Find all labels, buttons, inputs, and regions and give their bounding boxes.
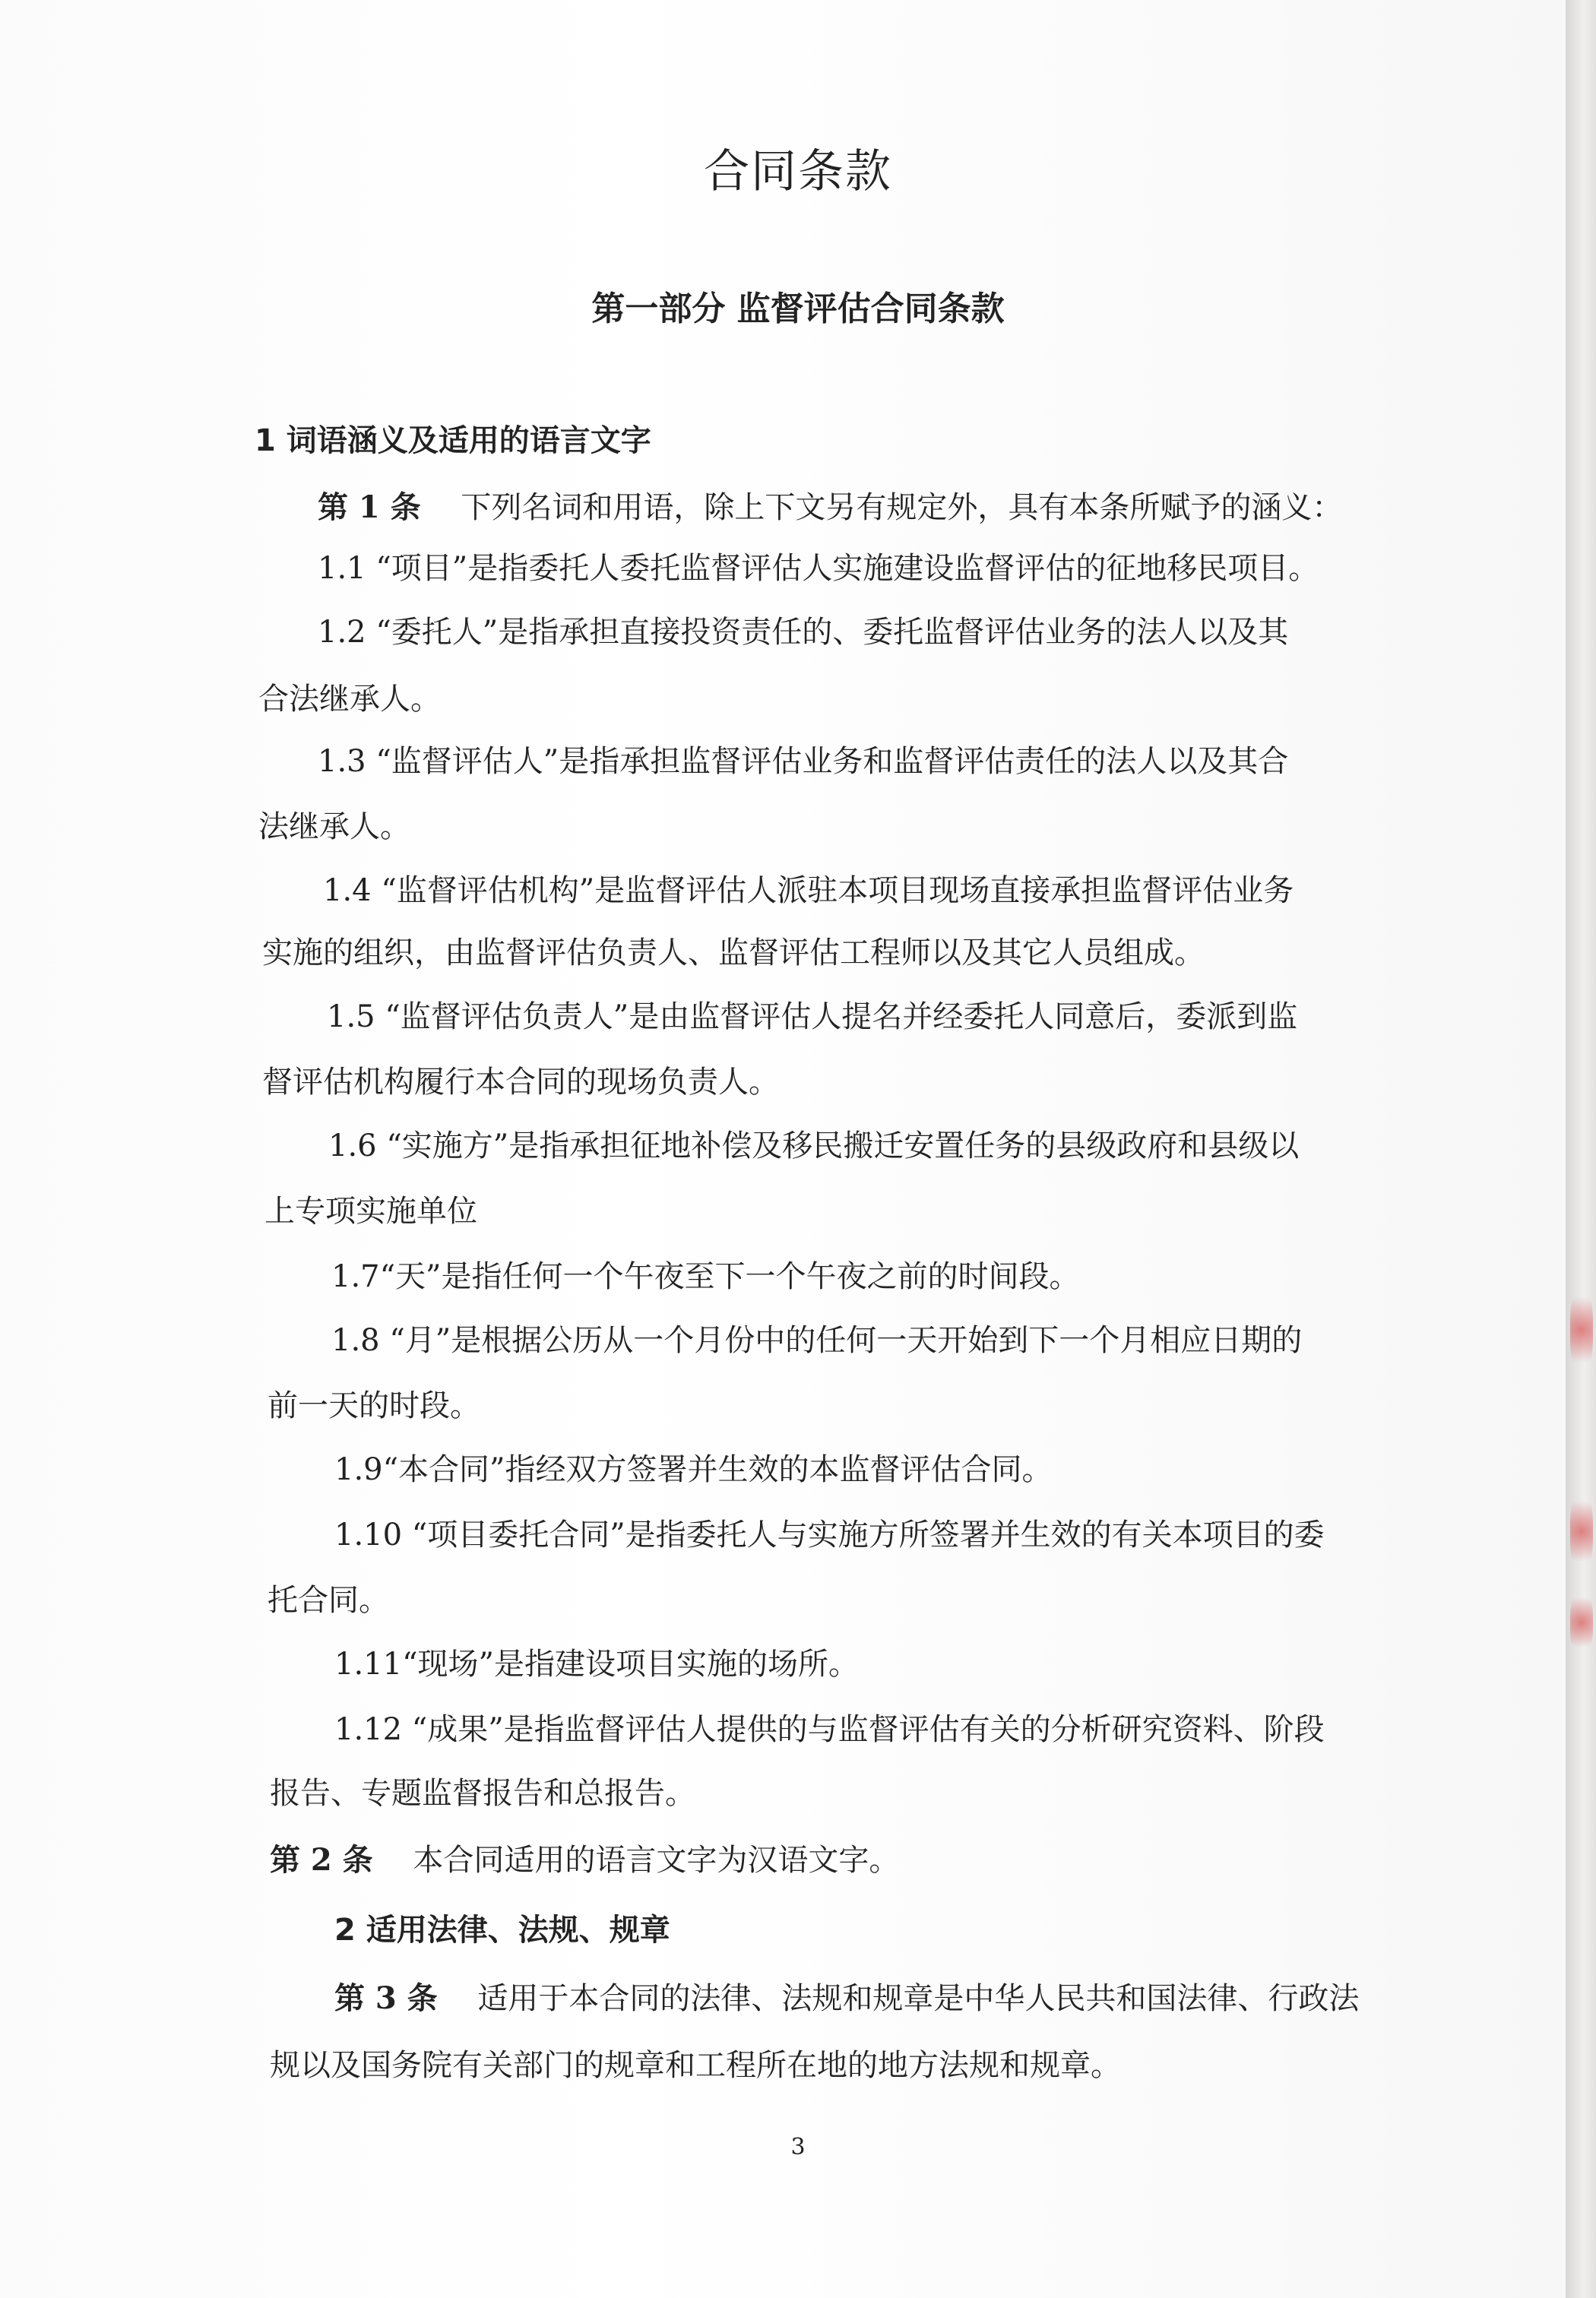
page-edge (1566, 0, 1596, 2298)
definition-line: 督评估机构履行本合同的现场负责人。 (262, 1065, 779, 1100)
section-2-heading: 2 适用法律、法规、规章 (334, 1913, 670, 1948)
definition-line: 报告、专题监督报告和总报告。 (270, 1776, 695, 1811)
article-3 (334, 1980, 1360, 2016)
page-number: 3 (790, 2134, 806, 2160)
definition-line: 实施的组织，由监督评估负责人、监督评估工程师以及其它人员组成。 (262, 935, 1205, 970)
definition-line: 托合同。 (268, 1583, 389, 1618)
red-stamp-fragment (1570, 1489, 1593, 1573)
definition-line: 前一天的时段。 (268, 1388, 480, 1423)
definition-line: 1.12 “成果”是指监督评估人提供的与监督评估有关的分析研究资料、阶段 (334, 1712, 1325, 1747)
article-2-label: 第 2 条 (270, 1842, 373, 1878)
article-1-label: 第 1 条 (318, 489, 421, 525)
red-stamp-fragment (1570, 1284, 1593, 1375)
definition-line: 1.11“现场”是指建设项目实施的场所。 (334, 1647, 859, 1682)
definition-line: 1.3 “监督评估人”是指承担监督评估业务和监督评估责任的法人以及其合 (318, 744, 1289, 779)
definition-line: 合法继承人。 (258, 682, 441, 717)
definition-line: 1.5 “监督评估负责人”是由监督评估人提名并经委托人同意后，委派到监 (327, 999, 1298, 1034)
article-3-label: 第 3 条 (334, 1980, 438, 2016)
article-3-text-1: 适用于本合同的法律、法规和规章是中华人民共和国法律、行政法 (477, 1981, 1360, 2016)
article-2 (270, 1842, 900, 1878)
definition-line: 上专项实施单位 (264, 1194, 477, 1229)
section-1-heading: 1 词语涵义及适用的语言文字 (255, 423, 651, 458)
definition-line: 1.2 “委托人”是指承担直接投资责任的、委托监督评估业务的法人以及其 (318, 615, 1289, 650)
definition-line: 1.1 “项目”是指委托人委托监督评估人实施建设监督评估的征地移民项目。 (318, 551, 1319, 586)
definition-line: 1.4 “监督评估机构”是监督评估人派驻本项目现场直接承担监督评估业务 (323, 873, 1294, 908)
article-3-text-2: 规以及国务院有关部门的规章和工程所在地的地方法规和规章。 (270, 2048, 1121, 2083)
document-title: 合同条款 (704, 145, 892, 198)
definition-line: 1.9“本合同”指经双方签署并生效的本监督评估合同。 (334, 1452, 1053, 1487)
part-subtitle: 第一部分 监督评估合同条款 (591, 290, 1005, 328)
article-2-text: 本合同适用的语言文字为汉语文字。 (413, 1843, 900, 1878)
article-1 (318, 489, 1343, 525)
article-1-text: 下列名词和用语，除上下文另有规定外，具有本条所赋予的涵义： (461, 490, 1343, 525)
definition-line: 1.10 “项目委托合同”是指委托人与实施方所签署并生效的有关本项目的委 (334, 1518, 1325, 1553)
definition-line: 1.8 “月”是根据公历从一个月份中的任何一天开始到下一个月相应日期的 (331, 1323, 1303, 1358)
definition-line: 1.6 “实施方”是指承担征地补偿及移民搬迁安置任务的县级政府和县级以 (328, 1128, 1300, 1163)
definition-line: 法继承人。 (258, 809, 410, 844)
red-stamp-fragment (1570, 1588, 1593, 1657)
definition-line: 1.7“天”是指任何一个午夜至下一个午夜之前的时间段。 (331, 1259, 1080, 1294)
